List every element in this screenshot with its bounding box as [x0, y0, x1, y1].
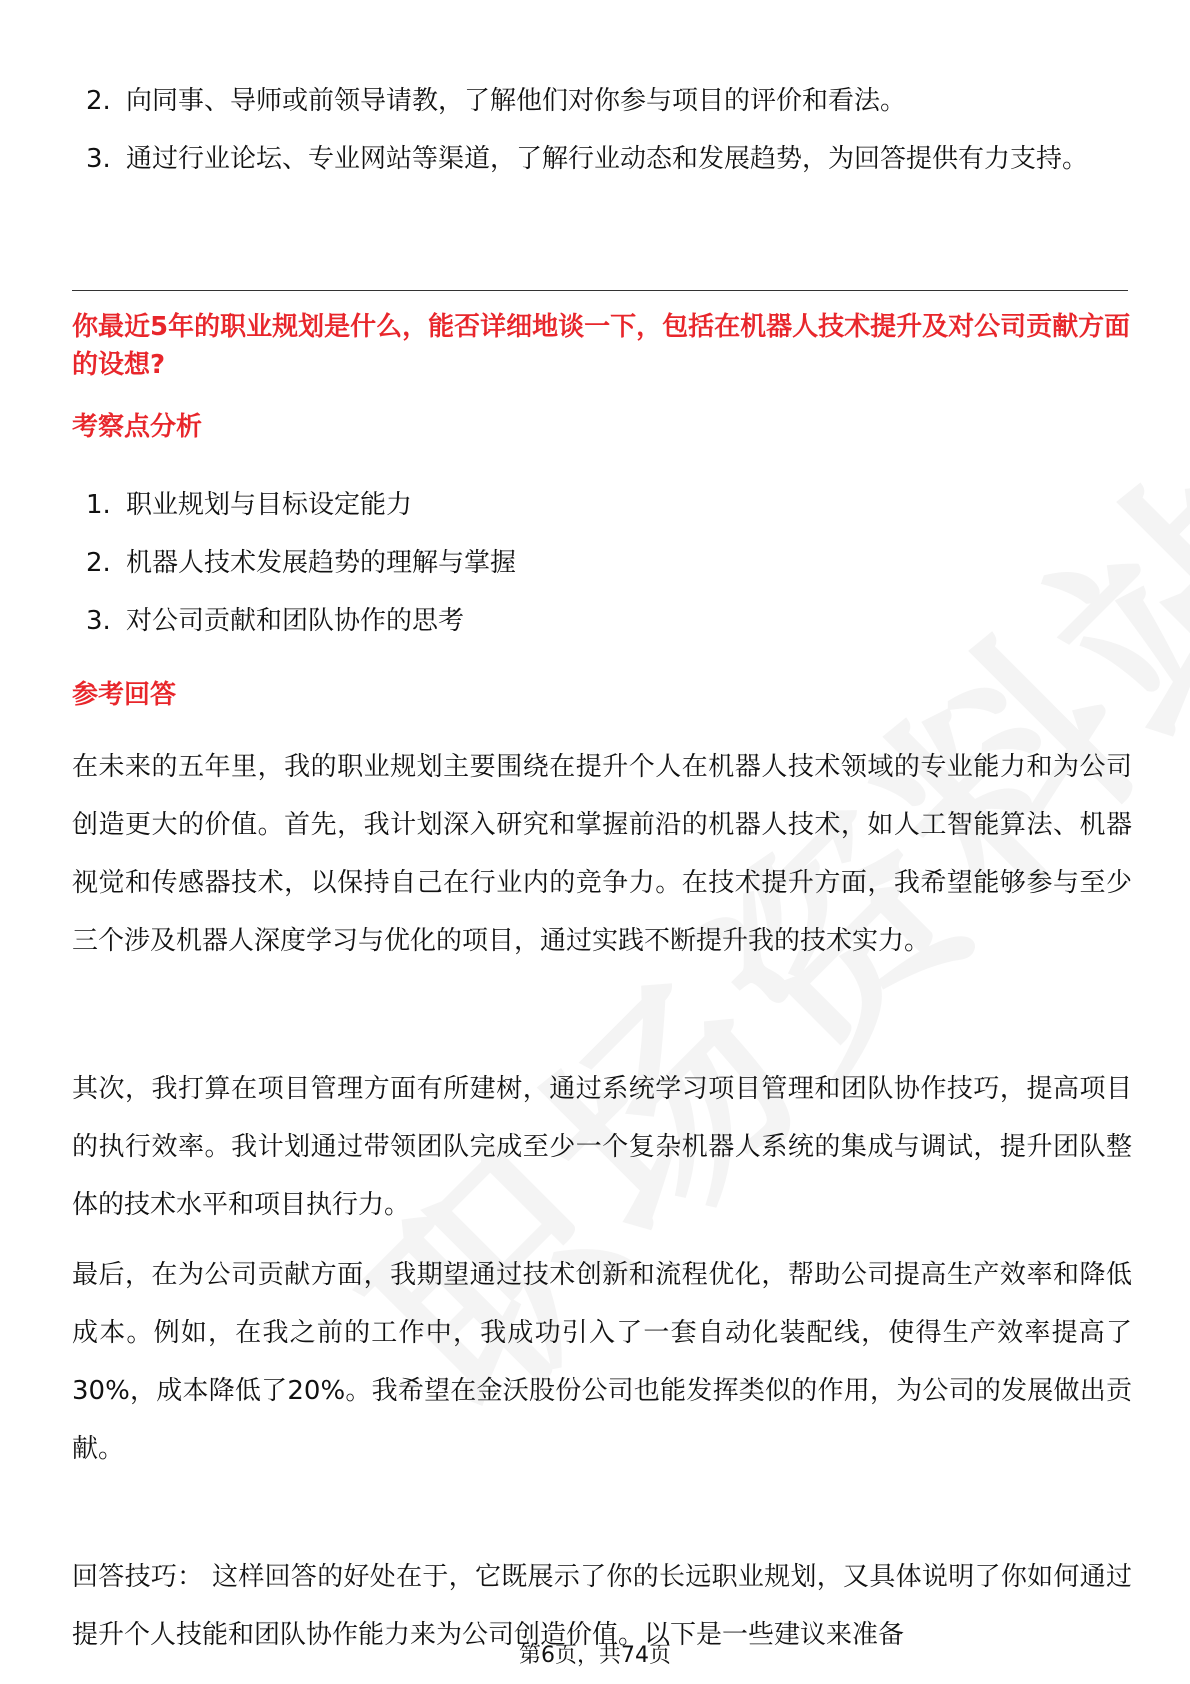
list-item — [72, 534, 1132, 592]
list-text: 机器人技术发展趋势的理解与掌握 — [126, 548, 517, 578]
list-item — [72, 476, 1132, 534]
page-footer: 第6页，共74页 — [519, 1643, 671, 1668]
list-text: 通过行业论坛、专业网站等渠道，了解行业动态和发展趋势，为回答提供有力支持。 — [126, 144, 1089, 174]
list-number: 1. — [86, 490, 111, 520]
question-title: 你最近5年的职业规划是什么，能否详细地谈一下，包括在机器人技术提升及对公司贡献方面的设想? — [72, 312, 1131, 380]
answer-paragraph: 在未来的五年里，我的职业规划主要围绕在提升个人在机器人技术领域的专业能力和为公司创造更大的价值。首先，我计划深入研究和掌握前沿的机器人技术，如人工智能算法、机器视觉和传感器技术，以保持自己在行业内的竞争力。在技术提升方面，我希望能够参与至少三个涉及机器人深度学习与优化的项目，通过实践不断提升我的技术实力。 — [72, 752, 1132, 956]
list-text: 职业规划与目标设定能力 — [126, 490, 413, 520]
list-number: 3. — [86, 606, 111, 636]
answer-heading: 参考回答 — [72, 680, 177, 710]
list-item — [72, 130, 1132, 188]
section-divider — [72, 290, 1128, 291]
list-text: 对公司贡献和团队协作的思考 — [126, 606, 465, 636]
analysis-heading: 考察点分析 — [72, 412, 203, 442]
list-number: 2. — [86, 548, 111, 578]
top-list — [72, 72, 1132, 188]
list-number: 2. — [86, 86, 111, 116]
list-text: 向同事、导师或前领导请教，了解他们对你参与项目的评价和看法。 — [126, 86, 907, 116]
answer-paragraph: 其次，我打算在项目管理方面有所建树，通过系统学习项目管理和团队协作技巧，提高项目的执行效率。我计划通过带领团队完成至少一个复杂机器人系统的集成与调试，提升团队整体的技术水平和项目执行力。 — [72, 1074, 1132, 1220]
list-item — [72, 72, 1132, 130]
tips-paragraph: 回答技巧： 这样回答的好处在于，它既展示了你的长远职业规划，又具体说明了你如何通过提升个人技能和团队协作能力来为公司创造价值。以下是一些建议来准备 — [72, 1562, 1132, 1650]
analysis-points — [72, 476, 1132, 650]
list-item — [72, 592, 1132, 650]
answer-paragraph: 最后，在为公司贡献方面，我期望通过技术创新和流程优化，帮助公司提高生产效率和降低成本。例如，在我之前的工作中，我成功引入了一套自动化装配线，使得生产效率提高了30%，成本降低了20%。我希望在金沃股份公司也能发挥类似的作用，为公司的发展做出贡献。 — [72, 1260, 1132, 1464]
list-number: 3. — [86, 144, 111, 174]
